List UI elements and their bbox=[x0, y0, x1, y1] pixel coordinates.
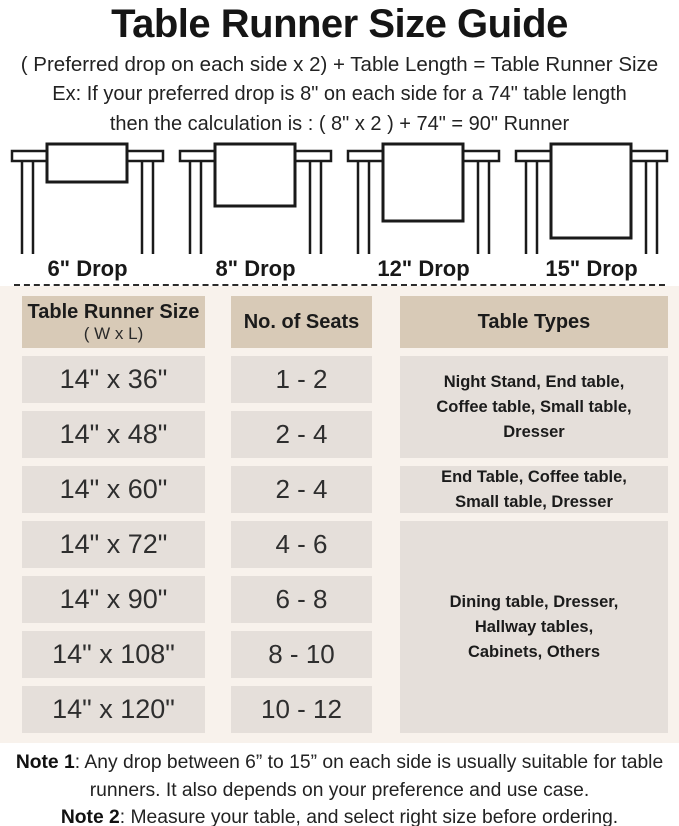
size-value: 14" x 36" bbox=[59, 364, 168, 395]
table-types-text: End Table, Coffee table, Small table, Dresser bbox=[441, 467, 627, 511]
size-value: 14" x 120" bbox=[52, 694, 175, 725]
table-row-seats bbox=[231, 411, 372, 458]
table-row-size bbox=[22, 466, 205, 513]
runner bbox=[551, 144, 631, 238]
table-types-text: Dining table, Dresser, Hallway tables, Cabinets, Others bbox=[449, 593, 619, 661]
runner bbox=[215, 144, 295, 206]
table-runner-drawing-12 bbox=[346, 142, 501, 254]
note-1 bbox=[8, 749, 672, 804]
table-types-header-title: Table Types bbox=[477, 310, 591, 333]
runner-size-header-subtitle: ( W x L) bbox=[83, 323, 144, 343]
seats-value: 1 - 2 bbox=[275, 364, 328, 395]
table-runner-drawing-6 bbox=[10, 142, 165, 254]
drop-illustrations bbox=[0, 142, 679, 254]
size-value: 14" x 108" bbox=[52, 639, 175, 670]
note-2-label: Note 2 bbox=[60, 806, 120, 826]
table-row-seats bbox=[231, 576, 372, 623]
column-header-seats bbox=[231, 296, 372, 348]
size-value: 14" x 72" bbox=[59, 529, 168, 560]
note-2 bbox=[8, 804, 672, 826]
table-figure-6-drop bbox=[10, 142, 165, 254]
example-line-2: then the calculation is : ( 8" x 2 ) + 74" = 90" Runner bbox=[109, 112, 570, 135]
size-value: 14" x 60" bbox=[59, 474, 168, 505]
table-types-group-large bbox=[400, 521, 668, 733]
seats-value: 2 - 4 bbox=[275, 419, 328, 450]
drop-label-15: 15" Drop bbox=[545, 256, 638, 282]
drop-label-6: 6" Drop bbox=[47, 256, 128, 282]
notes-section bbox=[0, 743, 679, 826]
size-table-section bbox=[0, 286, 679, 743]
table-types-group-medium bbox=[400, 466, 668, 513]
seats-value: 2 - 4 bbox=[275, 474, 328, 505]
header-section bbox=[0, 0, 679, 136]
drop-labels-row bbox=[0, 254, 679, 284]
seats-value: 8 - 10 bbox=[268, 639, 335, 670]
formula-line: ( Preferred drop on each side x 2) + Table Length = Table Runner Size bbox=[20, 52, 659, 76]
table-row-size bbox=[22, 631, 205, 678]
seats-header-title: No. of Seats bbox=[243, 310, 360, 333]
column-header-table-types bbox=[400, 296, 668, 348]
table-runner-drawing-15 bbox=[514, 142, 669, 254]
table-types-text: Night Stand, End table, Coffee table, Small table, Dresser bbox=[436, 373, 632, 441]
table-types-group-small bbox=[400, 356, 668, 458]
table-row-size bbox=[22, 356, 205, 403]
seats-value: 10 - 12 bbox=[261, 694, 342, 725]
table-row-seats bbox=[231, 631, 372, 678]
table-figure-8-drop bbox=[178, 142, 333, 254]
table-row-size bbox=[22, 686, 205, 733]
seats-value: 6 - 8 bbox=[275, 584, 328, 615]
note-2-text: : Measure your table, and select right size before ordering. bbox=[119, 806, 619, 826]
runner bbox=[47, 144, 127, 182]
table-runner-drawing-8 bbox=[178, 142, 333, 254]
table-row-size bbox=[22, 521, 205, 568]
example-line-1: Ex: If your preferred drop is 8" on each side for a 74" table length bbox=[52, 83, 627, 106]
table-row-seats bbox=[231, 521, 372, 568]
drop-label-8: 8" Drop bbox=[215, 256, 296, 282]
drop-label-12: 12" Drop bbox=[377, 256, 470, 282]
runner bbox=[383, 144, 463, 221]
page-title: Table Runner Size Guide bbox=[111, 2, 568, 46]
table-figure-12-drop bbox=[346, 142, 501, 254]
note-1-label: Note 1 bbox=[15, 752, 75, 774]
table-row-seats bbox=[231, 356, 372, 403]
column-header-runner-size bbox=[22, 296, 205, 348]
table-row-size bbox=[22, 576, 205, 623]
table-figure-15-drop bbox=[514, 142, 669, 254]
size-value: 14" x 90" bbox=[59, 584, 168, 615]
table-row-seats bbox=[231, 466, 372, 513]
seats-value: 4 - 6 bbox=[275, 529, 328, 560]
table-row-size bbox=[22, 411, 205, 458]
size-value: 14" x 48" bbox=[59, 419, 168, 450]
note-1-text: : Any drop between 6” to 15” on each side is usually suitable for table runners. It also depends on your preference and use case. bbox=[74, 752, 664, 801]
runner-size-header-title: Table Runner Size bbox=[27, 300, 200, 323]
table-row-seats bbox=[231, 686, 372, 733]
